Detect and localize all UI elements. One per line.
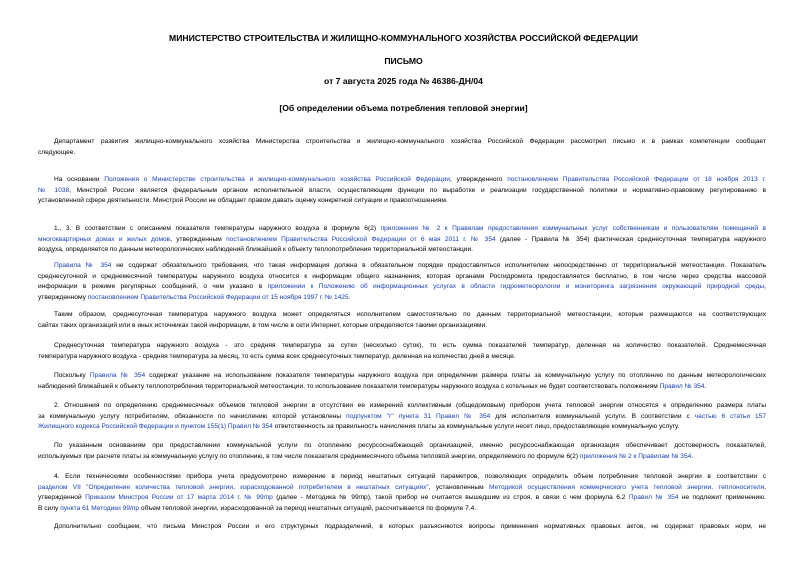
paragraph-basis: На основании Положения о Министерстве строительства и жилищно-коммунального хозяйства Российской Федерации, утвержденного постановлением Правительства Российской Федерации от 18 ноября 2013 г. № 1038, Минстрой России является федеральным органом исполнительной власти, осуществляющим функции по выработке и реализации государственной политики и нормативно-правовому регулированию в установленной сфере деятельности. Минстрой России не обладает правом давать оценку конкретной ситуации и правоотношениям.	[38, 176, 766, 205]
paragraph-conclusion: Таким образом, среднесуточная температура наружного воздуха может определяться исполнителем самостоятельно по данным территориальной метеостанции, которые размещаются на соответствующих сайтах таких организаций или в иных источниках такой информации, в том числе в сети Интернет, которые определяются такими организациями.	[38, 311, 766, 329]
link-decree-354[interactable]: постановлением Правительства Российской Федерации от 6 мая 2011 г. № 354	[226, 235, 496, 243]
paragraph-definitions: Среднесуточная температура наружного воздуха - это средняя температура за сутки (несколько суток), то есть сумма показателей температур, деленная на количество показателей. Среднемесячная температура наружного воздуха - средняя температура за месяц, то есть сумма всех среднесуточных температур, деленная на количество дней в месяце.	[38, 342, 766, 360]
paragraph-monthly-volumes: 2. Отношения по определению среднемесячных объемов тепловой энергии в отсутствии ее измерений коллективным (общедомовым) прибором учета тепловой энергии относятся к определению размера платы за коммунальную услугу потребителям, обязанности по начислению которой установлены подпунктом "г" пункта 31 Правил № 354 для исполнителя коммунальной услуги. В соответствии с частью 6 статьи 157 Жилищного кодекса Российской Федерации и пунктом 155(1) Правил № 354 ответственность за правильность начисления платы за коммунальные услуги несет лицо, предоставляющее коммунальную услугу.	[38, 402, 766, 431]
link-decree-1038-number[interactable]: № 1038	[38, 186, 70, 194]
paragraph-boiler-data: Поскольку Правила № 354 содержат указание на использование показателя температуры наружного воздуха при определении размера платы за коммунальную услугу по отоплению по данным метеорологических наблюдений ближайшей к объекту теплопотребления территориальной метеостанции, то использование показателя температуры наружного воздуха с котельных не будет соответствовать положениям Правил № 354.	[38, 372, 767, 390]
link-methodology[interactable]: Методикой осуществления коммерческого учета тепловой энергии, теплоносителя	[488, 483, 765, 491]
link-rules-354[interactable]: Правила № 354	[54, 262, 112, 269]
link-rules-354-c[interactable]: Правил № 354	[659, 382, 705, 390]
paragraph-additional: Дополнительно сообщаем, что письма Минстроя России и его структурных подразделений, в которых разъясняются вопросы применения нормативных правовых актов, не содержат правовых норм, не	[54, 523, 766, 530]
link-hydromet-appendix[interactable]: приложении к Положению об информационных услугах в области гидрометеорологии и мониторинга загрязнения окружающей природной среды	[267, 283, 765, 291]
link-appendix-2-rules-cont[interactable]: многоквартирных домах и жилых домов	[38, 235, 171, 243]
link-housing-code-155-1[interactable]: Жилищного кодекса Российской Федерации и пунктом 155(1) Правил № 354	[38, 423, 273, 431]
paragraph-rules-354: Правила № 354 не содержат обязательного требования, что такая информация должна в обязательном порядке предоставляться исполнителем непосредственно от территориальной метеостанции. Показатель среднесуточной и среднемесячной температуры наружного воздуха относится к информации общего назначения, которая органами Росгидромета предоставляется бесплатно, в том числе через средства массовой информации в режиме регулярных сообщений, о чем указано в приложении к Положению об информационных услугах в области гидрометеорологии и мониторинга загрязнения окружающей природной среды, утвержденному постановлением Правительства Российской Федерации от 15 ноября 1997 г. № 1425.	[38, 262, 767, 301]
paragraph-intro: Департамент развития жилищно-коммунального хозяйства Министерства строительства и жилищно-коммунального хозяйства Российской Федерации рассмотрел письмо и в рамках компетенции сообщает следующее.	[38, 138, 766, 156]
paragraph-temperature: 1., 3. В соответствии с описанием показателя температуры наружного воздуха в формуле 6(2) приложения № 2 к Правилам предоставления коммунальных услуг собственникам и пользователям помещений в многоквартирных домах и жилых домов, утвержденным постановлением Правительства Российской Федерации от 6 мая 2011 г. № 354 (далее - Правила № 354) фактическая среднесуточная температура наружного воздуха, определяется по данным метеорологических наблюдений ближайшей к объекту теплопотребления территориальной метеостанции.	[38, 225, 766, 254]
link-housing-code-157[interactable]: частью 6 статьи 157	[694, 412, 766, 420]
ministry-heading: МИНИСТЕРСТВО СТРОИТЕЛЬСТВА И ЖИЛИЩНО-КОММУНАЛЬНОГО ХОЗЯЙСТВА РОССИЙСКОЙ ФЕДЕРАЦИИ	[169, 33, 638, 43]
link-decree-1038[interactable]: постановлением Правительства Российской Федерации от 18 ноября 2013 г.	[507, 176, 766, 183]
link-appendix-2-rules[interactable]: приложения № 2 к Правилам предоставления коммунальных услуг собственникам и пользователям помещений в	[380, 225, 766, 232]
link-rules-354-d[interactable]: Правил № 354	[628, 494, 679, 502]
link-decree-1425[interactable]: постановлением Правительства Российской Федерации от 15 ноября 1997 г. № 1425	[87, 293, 349, 301]
link-methodology-section-7[interactable]: разделом VII "Определение количества тепловой энергии, израсходованной потребителем в нештатных ситуациях"	[38, 483, 429, 491]
document-title: [Об определении объема потребления тепловой энергии]	[279, 103, 528, 113]
link-ministry-regulation[interactable]: Положения о Министерстве строительства и жилищно-коммунального хозяйства Российской Федерации	[104, 176, 451, 183]
document-date: от 7 августа 2025 года № 46386-ДН/04	[324, 76, 483, 86]
paragraph-rso: По указанным основаниям при предоставлении коммунальной услуги по отоплению ресурсоснабжающей организацией, именно ресурсоснабжающая организация обеспечивает достоверность показателей, используемых при расчете платы за коммунальную услугу по отоплению, в том числе показателя среднемесячного объема тепловой энергии, определяемого по формуле 6(2) приложения № 2 к Правилам № 354.	[38, 442, 766, 460]
paragraph-emergency: 4. Если техническими особенностями прибора учета предусмотрено измерение в период нештатных ситуаций параметров, позволяющих определить объем потребления тепловой энергии в соответствии с разделом VII "Определение количества тепловой энергии, израсходованной потребителем в нештатных ситуациях", установленным Методикой осуществления коммерческого учета тепловой энергии, теплоносителя, утвержденной Приказом Минстроя России от 17 марта 2014 г. № 99/пр (далее - Методика № 99/пр), такой прибор не считается вышедшим из строя, в связи с чем формула 6.2 Правил № 354 не подлежит применению. В силу пункта 61 Методики 99/пр объем тепловой энергии, израсходованной за период нештатных ситуаций, рассчитывается по формуле 7.4.	[38, 473, 767, 512]
link-rules-354-b[interactable]: Правила № 354	[89, 372, 146, 379]
document-type: ПИСЬМО	[384, 56, 423, 66]
link-rules-354-31g[interactable]: подпунктом "г" пункта 31 Правил № 354	[346, 412, 491, 420]
link-methodology-61[interactable]: пункта 61 Методики 99/пр	[60, 504, 140, 512]
link-appendix-2-rules-b[interactable]: приложения № 2 к Правилам № 354	[579, 452, 692, 460]
link-order-99pr[interactable]: Приказом Минстроя России от 17 марта 2014 г. № 99/пр	[85, 494, 273, 502]
